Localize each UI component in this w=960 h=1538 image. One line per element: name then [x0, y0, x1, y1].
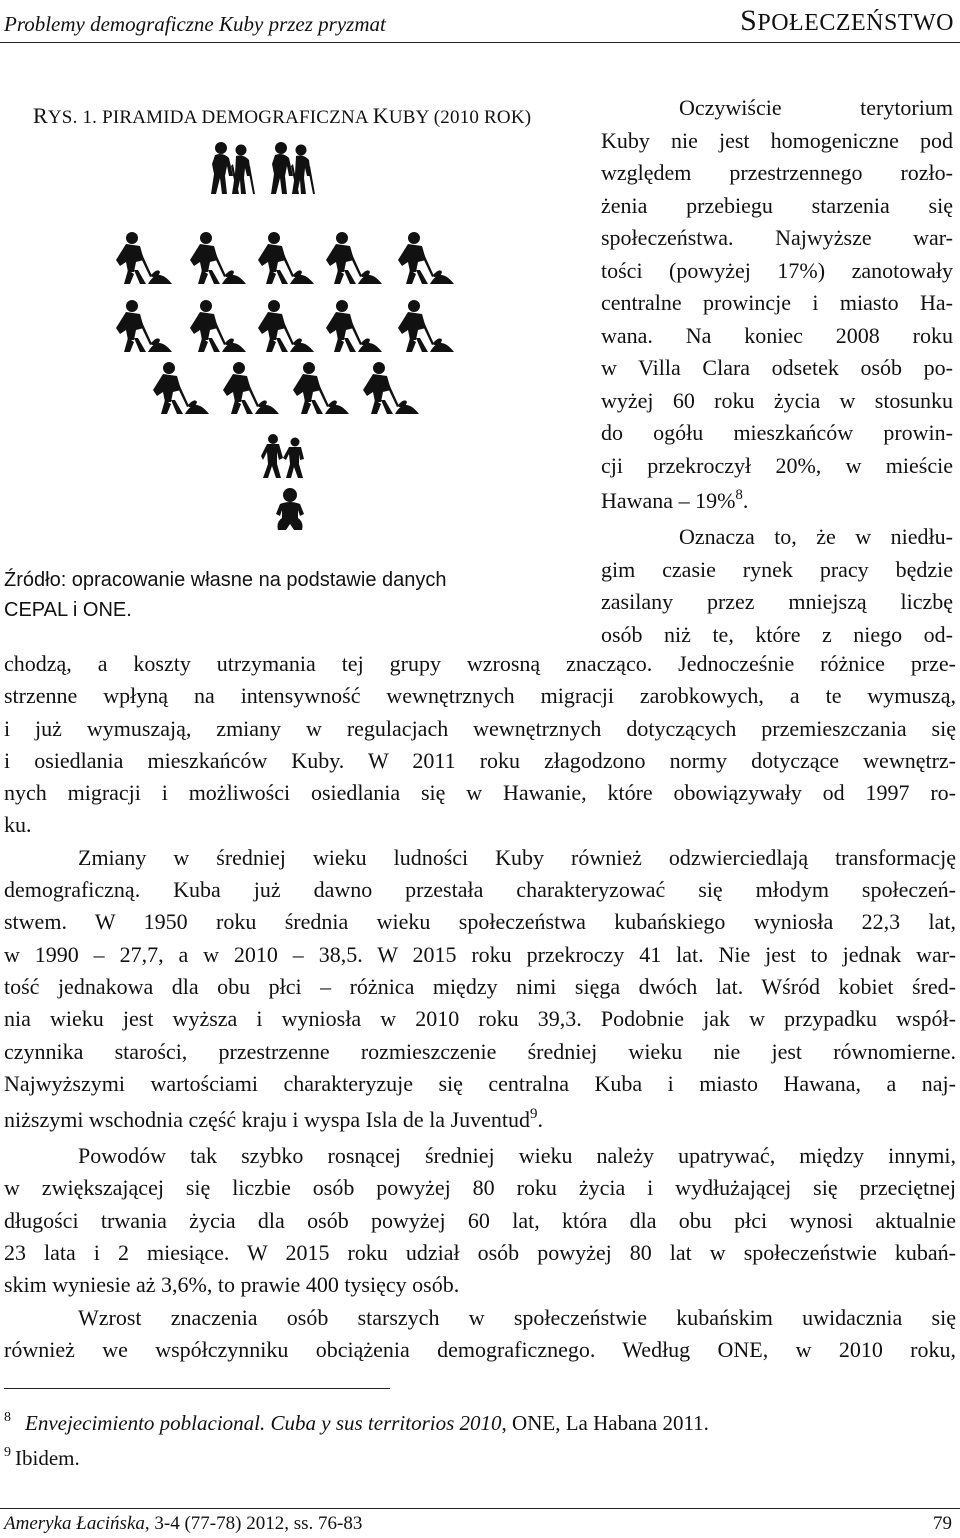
text-line: Zmiany w średniej wieku ludności Kuby również odzwierciedlają transformację [78, 844, 956, 870]
text-line: tości (powyżej 17%) zanotowały [601, 257, 953, 283]
text-line: Kuby nie jest homogeniczne pod [601, 127, 953, 153]
text-line: Wzrost znaczenia osób starszych w społeczeństwie kubańskim uwidacznia się [78, 1304, 956, 1330]
text-line: Hawana – 19%$^8$. [601, 487, 749, 513]
footnote: $^9$ Ibidem. [4, 1445, 80, 1470]
text-line: czynnika starości, przestrzenne rozmieszczenie średniej wieku nie jest równomierne. [4, 1038, 956, 1064]
text-line: tość jednakowa dla obu płci – różnica między nimi sięga dwóch lat. Wśród kobiet śred- [4, 973, 956, 999]
worker-shoveling-icon [398, 232, 454, 284]
right-column-text [601, 92, 953, 651]
text-line: i osiedlania mieszkańców Kuby. W 2011 roku złagodzono normy dotyczące wewnętrz- [4, 747, 956, 773]
baby-icon [276, 488, 304, 530]
text-line: gim czasie rynek pracy będzie [601, 556, 953, 582]
text-line: Oznacza to, że w niedłu- [679, 524, 953, 549]
footnote-rule [4, 1388, 390, 1389]
demographic-pyramid [96, 140, 516, 540]
body-text [4, 648, 956, 1366]
text-line: niższymi wschodnia część kraju i wyspa Isla de la Juventud$^9$. [4, 1106, 544, 1133]
worker-shoveling-icon [153, 362, 209, 414]
worker-shoveling-icon [258, 232, 314, 284]
worker-shoveling-icon [398, 300, 454, 352]
source-line: Źródło: opracowanie własne na podstawie danych [4, 569, 447, 591]
worker-shoveling-icon [116, 300, 172, 352]
source-line: CEPAL i ONE. [4, 599, 132, 621]
text-line: zasilany przez mniejszą liczbę [601, 589, 953, 614]
header-rule [0, 42, 960, 43]
figure-caption: RYS. 1. PIRAMIDA DEMOGRAFICZNA KUBY (2010 ROK) [33, 103, 532, 128]
text-line: nych migracji i możliwości osiedlania się w Hawanie, które obowiązywały od 1997 ro- [4, 780, 956, 806]
text-line: w 1990 – 27,7, a w 2010 – 38,5. W 2015 roku przekroczy 41 lat. Nie jest to jednak war- [4, 941, 956, 967]
elderly-with-cane-icon [211, 142, 255, 194]
text-line: i już wymuszają, zmiany w regulacjach wewnętrznych dotyczących przemieszczania się [4, 715, 956, 741]
worker-shoveling-icon [326, 300, 382, 352]
running-title: Problemy demograficzne Kuby przez pryzmat [4, 12, 386, 36]
footnotes [4, 1403, 709, 1473]
text-line: strzenne wpłyną na intensywność wewnętrznych migracji zarobkowych, a te wymuszą, [4, 683, 956, 709]
elderly-with-cane-icon [271, 142, 315, 194]
text-line: również we współczynniku obciążenia demograficznego. Według ONE, w 2010 roku, [4, 1336, 956, 1362]
worker-shoveling-icon [326, 232, 382, 284]
journal-citation: Ameryka Łacińska, 3-4 (77-78) 2012, ss. 76-83 [4, 1513, 363, 1534]
text-line: cji przekroczył 20%, w mieście [601, 452, 953, 478]
text-line: demograficzną. Kuba już dawno przestała charakteryzować się młodym społeczeń- [4, 877, 956, 903]
text-line: osób niż te, które z niego od- [601, 621, 953, 647]
children-walking-icon [261, 434, 304, 478]
section-title: SPOŁECZEŃSTWO [740, 4, 954, 37]
worker-shoveling-icon [258, 300, 314, 352]
worker-shoveling-icon [223, 362, 279, 414]
footnote: $^8$ Envejecimiento poblacional. Cuba y sus territorios 2010, ONE, La Habana 2011. [4, 1410, 709, 1435]
page-number: 79 [933, 1513, 952, 1534]
text-line: Najwyższymi wartościami charakteryzuje się centralna Kuba i miasto Hawana, a naj- [4, 1070, 956, 1096]
figure-source [4, 565, 534, 625]
worker-shoveling-icon [116, 232, 172, 284]
text-line: społeczeństwa. Najwyższe war- [601, 225, 953, 250]
text-line: do ogółu mieszkańców prowin- [601, 420, 953, 445]
text-line: względem przestrzennego rozło- [601, 160, 953, 185]
text-line: stwem. W 1950 roku średnia wieku społeczeństwa kubańskiego wyniosła 22,3 lat, [4, 909, 956, 935]
worker-shoveling-icon [190, 300, 246, 352]
text-line: 23 lata i 2 miesiące. W 2015 roku udział osób powyżej 80 lat w społeczeństwie kubań- [4, 1240, 956, 1266]
text-line: Oczywiście terytorium [679, 95, 953, 120]
footnote-ref: 9 [530, 1106, 538, 1123]
text-line: wana. Na koniec 2008 roku [601, 322, 953, 348]
worker-shoveling-icon [293, 362, 349, 414]
text-line: wyżej 60 roku życia w stosunku [601, 387, 953, 413]
text-line: długości trwania życia dla osób powyżej 60 lat, która dla obu płci wynosi aktualnie [4, 1207, 956, 1233]
text-line: w Villa Clara odsetek osób po- [601, 355, 953, 380]
worker-shoveling-icon [190, 232, 246, 284]
text-line: w zwiększającej się liczbie osób powyżej 80 roku życia i wydłużającej się przeciętnej [4, 1175, 956, 1201]
footer-rule [0, 1508, 960, 1509]
footnote-ref: 8 [735, 487, 743, 503]
text-line: ku. [4, 812, 32, 838]
text-line: centralne prowincje i miasto Ha- [601, 290, 953, 315]
text-line: skim wyniesie aż 3,6%, to prawie 400 tysięcy osób. [4, 1272, 460, 1298]
text-line: chodzą, a koszty utrzymania tej grupy wzrosną znacząco. Jednocześnie różnice prze- [4, 651, 956, 676]
text-line: żenia przebiegu starzenia się [601, 192, 953, 218]
worker-shoveling-icon [363, 362, 419, 414]
text-line: nia wieku jest wyższa i wyniosła w 2010 roku 39,3. Podobnie jak w przypadku współ- [4, 1006, 956, 1032]
text-line: Powodów tak szybko rosnącej średniej wieku należy upatrywać, między innymi, [78, 1143, 956, 1169]
